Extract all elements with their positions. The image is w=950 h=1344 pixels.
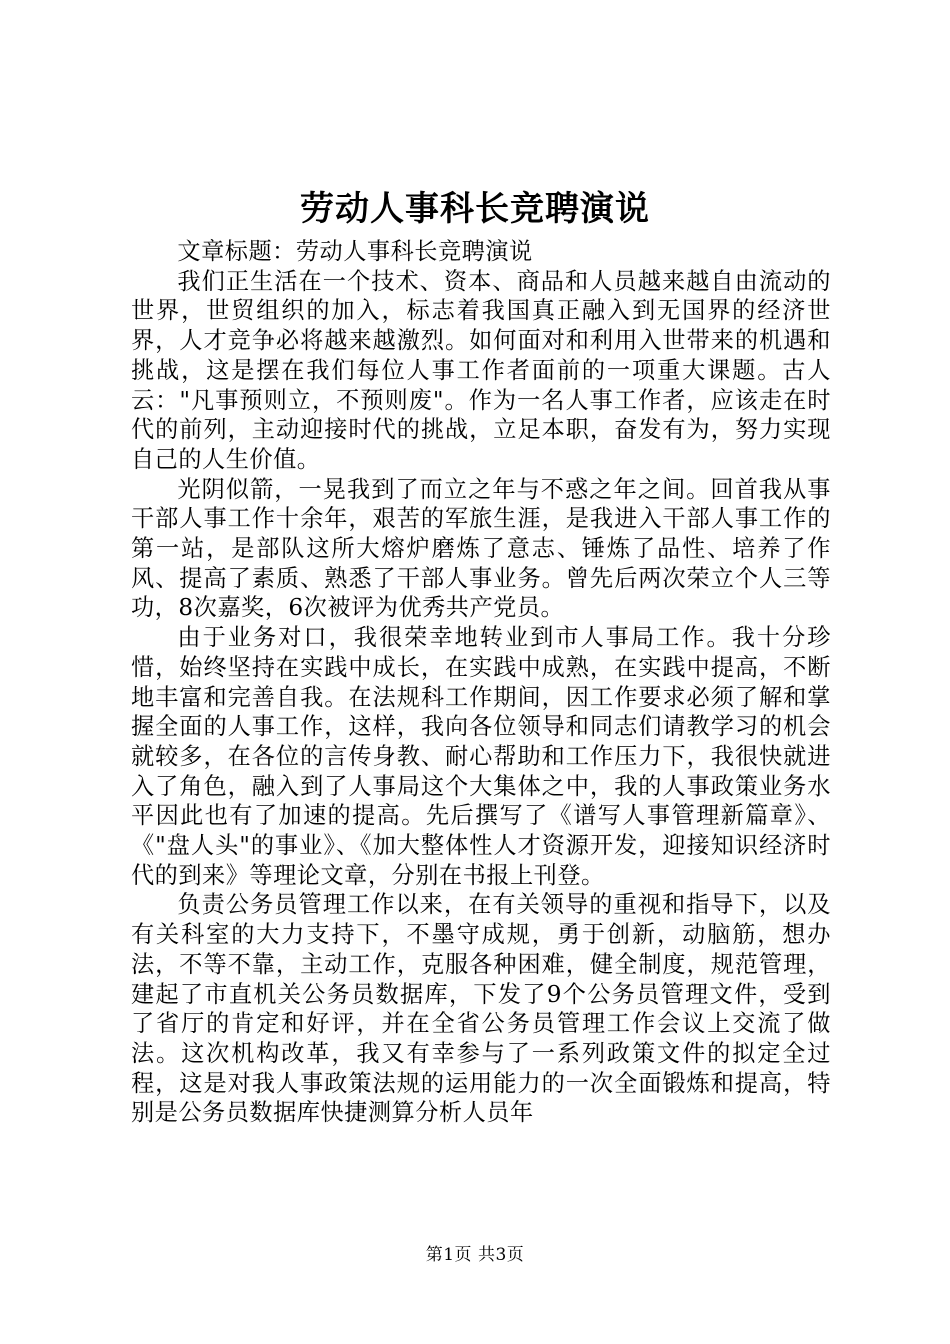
- paragraph-2: 光阴似箭，一晃我到了而立之年与不惑之年之间。回首我从事干部人事工作十余年，艰苦的军旅生涯，是我进入干部人事工作的第一站，是部队这所大熔炉磨炼了意志、锤炼了品性、培养了作风、提高了素质、熟悉了干部人事业务。曾先后两次荣立个人三等功，8次嘉奖，6次被评为优秀共产党员。: [131, 475, 831, 622]
- page-footer: 第1页 共3页: [425, 1245, 525, 1265]
- article-title-line: 文章标题：劳动人事科长竞聘演说: [177, 238, 533, 265]
- document-title: 劳动人事科长竞聘演说: [300, 189, 650, 229]
- paragraph-1: 我们正生活在一个技术、资本、商品和人员越来越自由流动的世界，世贸组织的加入，标志着我国真正融入到无国界的经济世界，人才竞争必将越来越激烈。如何面对和利用入世带来的机遇和挑战，这是摆在我们每位人事工作者面前的一项重大课题。古人云："凡事预则立，不预则废"。作为一名人事工作者，应该走在时代的前列，主动迎接时代的挑战，立足本职，奋发有为，努力实现自己的人生价值。: [131, 267, 831, 473]
- paragraph-4: 负责公务员管理工作以来，在有关领导的重视和指导下，以及有关科室的大力支持下，不墨守成规，勇于创新，动脑筋，想办法，不等不靠，主动工作，克服各种困难，健全制度，规范管理，建起了市直机关公务员数据库，下发了9个公务员管理文件，受到了省厅的肯定和好评，并在全省公务员管理工作会议上交流了做法。这次机构改革，我又有幸参与了一系列政策文件的拟定全过程，这是对我人事政策法规的运用能力的一次全面锻炼和提高，特别是公务员数据库快捷测算分析人员年: [131, 891, 831, 1127]
- paragraph-3: 由于业务对口，我很荣幸地转业到市人事局工作。我十分珍惜，始终坚持在实践中成长，在实践中成熟，在实践中提高，不断地丰富和完善自我。在法规科工作期间，因工作要求必须了解和掌握全面的人事工作，这样，我向各位领导和同志们请教学习的机会就较多，在各位的言传身教、耐心帮助和工作压力下，我很快就进入了角色，融入到了人事局这个大集体之中，我的人事政策业务水平因此也有了加速的提高。先后撰写了《谱写人事管理新篇章》、《"盘人头"的事业》、《加大整体性人才资源开发，迎接知识经济时代的到来》等理论文章，分别在书报上刊登。: [131, 624, 831, 889]
- document-body: [131, 237, 831, 1128]
